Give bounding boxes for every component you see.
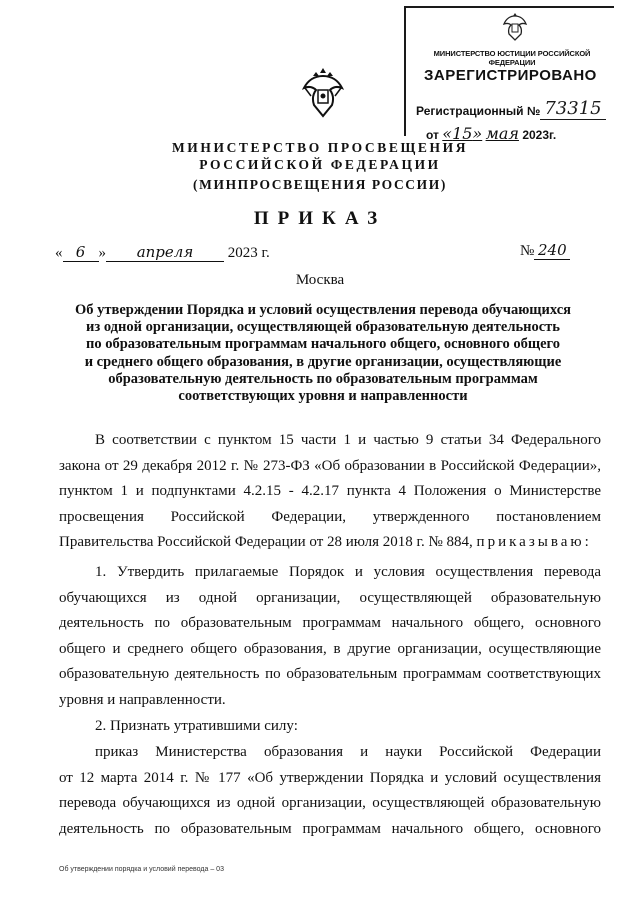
stamp-date-prefix: от	[426, 128, 439, 142]
coat-of-arms-icon	[302, 66, 344, 120]
city: Москва	[295, 272, 345, 288]
text-line: перевода обучающихся из одной организации, осуществляющей образовательную	[59, 795, 601, 812]
text-line: закона от 29 декабря 2012 г. № 273-ФЗ «Об образовании в Российской Федерации»,	[59, 457, 601, 474]
title-line: Об утверждении Порядка и условий осуществления перевода обучающихся	[74, 302, 572, 318]
stamp-reg-number: 73315	[540, 98, 606, 120]
order-number	[520, 241, 570, 260]
text-line: просвещения Российской Федерации, утвержденного постановлением	[59, 508, 601, 525]
text-line: приказ Министерства образования и науки Российской Федерации	[95, 744, 601, 760]
paragraph-preamble	[59, 428, 601, 556]
order-date-day: 6	[63, 243, 99, 262]
text-line: от 12 марта 2014 г. № 177 «Об утверждении Порядка и условий осуществления	[59, 769, 601, 786]
text-line: обучающихся из одной организации, осуществляющей образовательную	[59, 589, 601, 606]
text-line: 1. Утвердить прилагаемые Порядок и условия осуществления перевода	[95, 564, 601, 580]
command-word: приказываю:	[476, 534, 592, 551]
footer-note: Об утверждении порядка и условий перевода – 03	[59, 866, 224, 873]
order-date: « 6 » апреля 2023 г.	[55, 243, 270, 261]
title-line: образовательную деятельность по образовательным программам	[108, 370, 538, 387]
text-line: В соответствии с пунктом 15 части 1 и частью 9 статьи 34 Федерального	[95, 432, 601, 448]
order-date-year: 2023 г.	[227, 245, 270, 261]
paragraph-item-2	[59, 714, 601, 740]
ministry-short-name: (МИНПРОСВЕЩЕНИЯ РОССИИ)	[193, 177, 447, 192]
paragraph-item-1	[59, 560, 601, 714]
stamp-date-month: мая	[485, 124, 519, 143]
stamp-ministry-name: МИНИСТЕРСТВО ЮСТИЦИИ РОССИЙСКОЙ ФЕДЕРАЦИИ	[433, 49, 591, 67]
order-number-value: 240	[534, 241, 570, 260]
text-line: уровня и направленности.	[59, 691, 226, 708]
order-number-label: №	[520, 243, 535, 259]
order-date-month: апреля	[106, 243, 224, 262]
paragraph-repealed-order	[59, 740, 601, 842]
coat-of-arms-icon	[502, 10, 528, 42]
text-line: образовательную деятельность по образовательным программам соответствующих	[59, 666, 601, 683]
stamp-date-year: 2023	[522, 128, 550, 142]
stamp-date-day: «15»	[442, 124, 483, 143]
stamp-reg-number-label: Регистрационный №	[416, 104, 541, 118]
ministry-name-line1: МИНИСТЕРСТВО ПРОСВЕЩЕНИЯ	[171, 140, 469, 155]
document-type: ПРИКАЗ	[253, 208, 387, 229]
text-line: 2. Признать утратившими силу:	[95, 718, 298, 734]
text-line: деятельность по образовательным программам начального общего, основного	[59, 820, 601, 837]
ministry-name-line2: РОССИЙСКОЙ ФЕДЕРАЦИИ	[199, 157, 441, 172]
order-title	[58, 302, 588, 405]
stamp-date: от «15» мая 2023г.	[426, 124, 557, 143]
registration-stamp	[404, 6, 614, 143]
title-line: и среднего общего образования, в другие организации, осуществляющие	[84, 353, 562, 370]
text-line: общего и среднего общего образования, в другие организации, осуществляющие	[59, 640, 601, 657]
text-line: пунктом 1 и подпунктами 4.2.15 - 4.2.17 пункта 4 Положения о Министерстве	[59, 483, 601, 500]
text-line: деятельность по образовательным программам начального общего, основного	[59, 615, 601, 632]
title-line: соответствующих уровня и направленности	[178, 388, 468, 405]
text-line: Правительства Российской Федерации от 28 июля 2018 г. № 884, приказываю:	[59, 534, 592, 551]
title-line: по образовательным программам начального общего, основного общего	[86, 336, 560, 353]
stamp-registered-label: ЗАРЕГИСТРИРОВАНО	[424, 67, 597, 84]
title-line: из одной организации, осуществляющей образовательную деятельность	[86, 319, 560, 336]
